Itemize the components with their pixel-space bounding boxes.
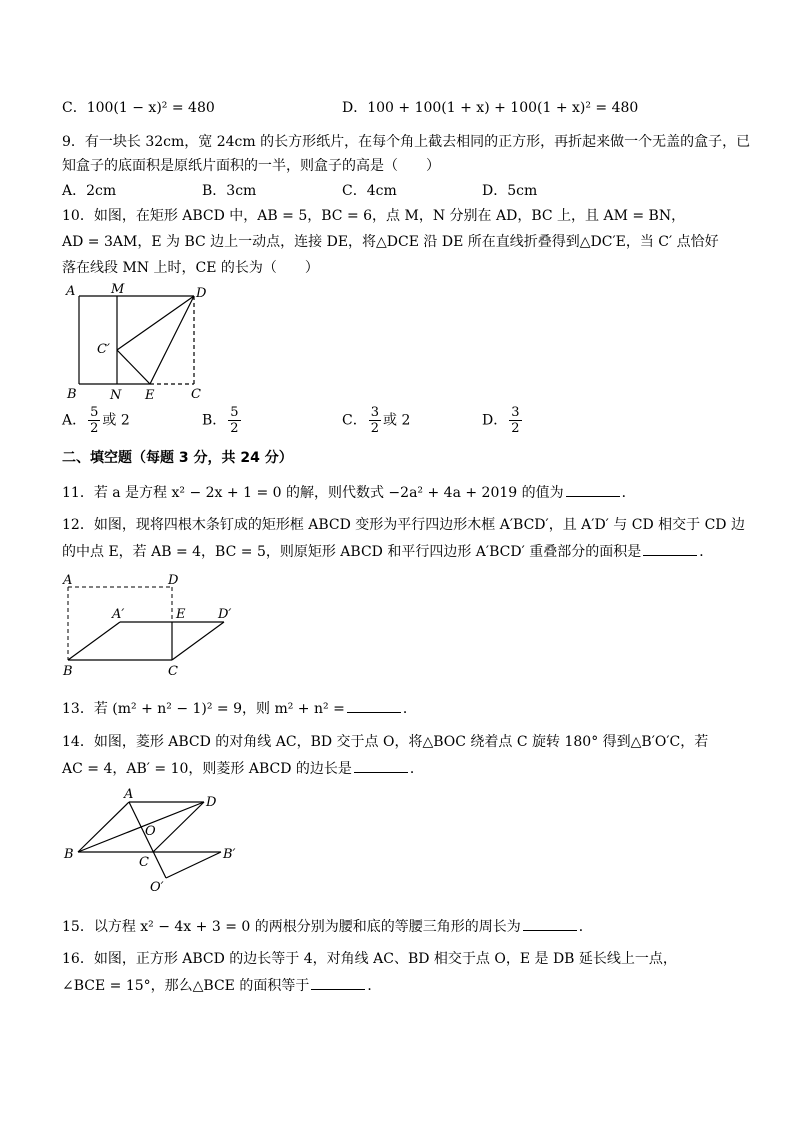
q14-edge-ba (78, 802, 129, 852)
q14-edge-o1b1 (166, 852, 221, 878)
q14-edge-dc (153, 802, 204, 852)
q10-option-b-num: 5 (230, 405, 239, 420)
q9-line-1: 9．有一块长 32cm，宽 24cm 的长方形纸片，在每个角上截去相同的正方形，再折起来做一个无盖的盒子，已 (62, 134, 751, 150)
q10-option-d-label: D． (482, 412, 508, 429)
q12-label-a: A (63, 573, 73, 588)
q16-answer-blank[interactable] (311, 975, 365, 990)
q14-label-c: C (139, 855, 149, 870)
q12-label-a1: A′ (112, 607, 125, 622)
q10-option-d-den: 2 (511, 421, 520, 436)
q10-label-a: A (66, 284, 76, 299)
q16-line-1: 16．如图，正方形 ABCD 的边长等于 4，对角线 AC、BD 相交于点 O，E 是 DB 延长线上一点， (62, 951, 677, 967)
q14-label-b: B (64, 847, 74, 862)
q12-end: ． (699, 544, 714, 560)
q14-end: ． (409, 761, 424, 777)
q9-option-a: A．2cm (62, 183, 117, 199)
q14-label-b1: B′ (223, 847, 236, 862)
q15-answer-blank[interactable] (523, 916, 577, 931)
q12-label-e: E (176, 607, 186, 622)
q9-line-2: 知盒子的底面积是原纸片面积的一半，则盒子的高是（ ） (62, 158, 440, 174)
q14-label-o1: O′ (150, 880, 164, 895)
q15-end: ． (578, 919, 593, 935)
q10-option-c-den: 2 (370, 421, 379, 436)
q10-option-a-num: 5 (90, 405, 99, 420)
q10-line-1: 10．如图，在矩形 ABCD 中，AB = 5，BC = 6，点 M，N 分别在 AD，BC 上，且 AM = BN， (62, 208, 686, 224)
q10-label-m: M (111, 282, 125, 297)
q12-label-c: C (168, 664, 178, 679)
q12-label-b: B (63, 664, 73, 679)
q15-text: 15．以方程 x² − 4x + 3 = 0 的两根分别为腰和底的等腰三角形的周长为 (62, 919, 521, 935)
q10-label-c: C (191, 387, 201, 402)
q12-label-d1: D′ (218, 607, 232, 622)
q10-option-c-num: 3 (370, 405, 379, 420)
q11-text: 11．若 a 是方程 x² − 2x + 1 = 0 的解，则代数式 −2a² + 4a + 2019 的值为 (62, 485, 564, 501)
q10-option-d-num: 3 (511, 405, 520, 420)
q14-line-2-text: AC = 4，AB′ = 10，则菱形 ABCD 的边长是 (62, 761, 352, 777)
q10-label-c1: C′ (97, 342, 110, 357)
q9-option-b: B．3cm (202, 183, 257, 199)
q10-option-a-label: A． (62, 412, 87, 429)
q10-option-b-label: B． (202, 412, 227, 429)
q10-option-a-tail: 或 2 (102, 412, 130, 429)
q10-line-3: 落在线段 MN 上时，CE 的长为（ ） (62, 260, 319, 276)
q16-line-2-text: ∠BCE = 15°，那么△BCE 的面积等于 (62, 978, 310, 994)
q10-option-c-tail: 或 2 (383, 412, 411, 429)
q13-text: 13．若 (m² + n² − 1)² = 9，则 m² + n² = (62, 701, 345, 717)
q10-line-2: AD = 3AM，E 为 BC 边上一动点，连接 DE，将△DCE 沿 DE 所在直线折叠得到△DC′E，当 C′ 点恰好 (62, 234, 719, 250)
q10-label-n: N (110, 388, 122, 403)
q9-option-c: C．4cm (342, 183, 397, 199)
q8-option-c: C．100(1 − x)² = 480 (62, 100, 215, 116)
q10-label-b: B (67, 387, 77, 402)
q8-option-d: D．100 + 100(1 + x) + 100(1 + x)² = 480 (342, 100, 639, 116)
q11-end: ． (621, 485, 636, 501)
q10-option-b-den: 2 (230, 421, 239, 436)
q10-label-d: D (196, 286, 207, 301)
q10-option-c-label: C． (342, 412, 367, 429)
q12-label-d: D (168, 573, 179, 588)
q12-line-2-text: 的中点 E，若 AB = 4，BC = 5，则原矩形 ABCD 和平行四边形 A′BCD′ 重叠部分的面积是 (62, 544, 642, 560)
q10-label-e: E (145, 388, 155, 403)
q9-option-d: D．5cm (482, 183, 538, 199)
q14-label-o: O (145, 824, 156, 839)
q15 (62, 916, 593, 937)
q16-line-2 (62, 975, 381, 996)
q12-line-1: 12．如图，现将四根木条钉成的矩形框 ABCD 变形为平行四边形木框 A′BCD′，且 A′D′ 与 CD 相交于 CD 边 (62, 517, 745, 533)
q13-end: ． (402, 701, 417, 717)
section-2-title: 二、填空题（每题 3 分，共 24 分） (62, 450, 293, 466)
q14-label-a: A (124, 787, 134, 802)
q16-end: ． (367, 978, 382, 994)
q14-line-1: 14．如图，菱形 ABCD 的对角线 AC，BD 交于点 O，将△BOC 绕着点 C 旋转 180° 得到△B′O′C，若 (62, 734, 709, 750)
q10-option-a-den: 2 (90, 421, 99, 436)
q14-label-d: D (206, 795, 217, 810)
